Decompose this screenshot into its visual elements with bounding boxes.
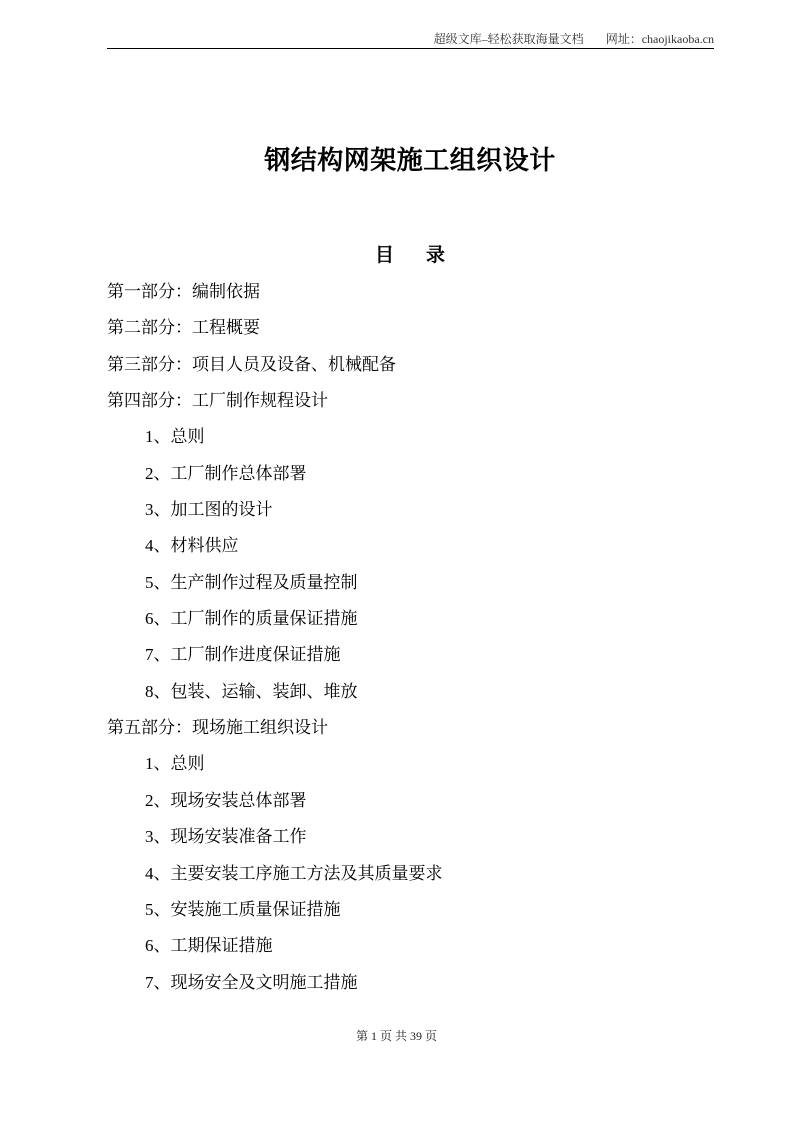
toc-section: 第二部分：工程概要 [107, 318, 260, 338]
page-header [107, 30, 714, 49]
page-number: 第 1 页 共 39 页 [355, 1029, 437, 1043]
toc-subsection: 1、总则 [145, 427, 205, 447]
toc-subsection: 5、生产制作过程及质量控制 [145, 572, 358, 592]
toc-subsection: 6、工厂制作的质量保证措施 [145, 609, 358, 629]
table-of-contents [107, 281, 443, 1008]
toc-subsection: 6、工期保证措施 [145, 936, 273, 956]
toc-subsection: 4、材料供应 [145, 536, 239, 556]
toc-heading [0, 240, 793, 267]
document-title: 钢结构网架施工组织设计 [264, 146, 556, 175]
toc-subsection: 1、总则 [145, 754, 205, 774]
toc-section: 第五部分：现场施工组织设计 [107, 718, 328, 738]
toc-subsection: 3、现场安装准备工作 [145, 827, 307, 847]
toc-section: 第四部分：工厂制作规程设计 [107, 391, 328, 411]
toc-subsection: 7、工厂制作进度保证措施 [145, 645, 341, 665]
toc-subsection: 7、现场安全及文明施工措施 [145, 972, 358, 992]
toc-subsection: 3、加工图的设计 [145, 500, 273, 520]
toc-section: 第一部分：编制依据 [107, 282, 260, 301]
header-site-name: 超级文库–轻松获取海量文档 [433, 32, 584, 46]
toc-subsection: 4、主要安装工序施工方法及其质量要求 [145, 863, 443, 883]
toc-subsection: 5、安装施工质量保证措施 [145, 899, 341, 919]
toc-subsection: 2、现场安装总体部署 [145, 790, 307, 810]
toc-subsection: 8、包装、运输、装卸、堆放 [145, 681, 358, 701]
toc-section: 第三部分：项目人员及设备、机械配备 [107, 354, 396, 374]
toc-subsection: 2、工厂制作总体部署 [145, 463, 307, 483]
toc-heading-char: 目 [374, 245, 394, 266]
toc-heading-char: 录 [426, 245, 446, 266]
header-url: 网址：chaojikaoba.cn [605, 32, 714, 46]
